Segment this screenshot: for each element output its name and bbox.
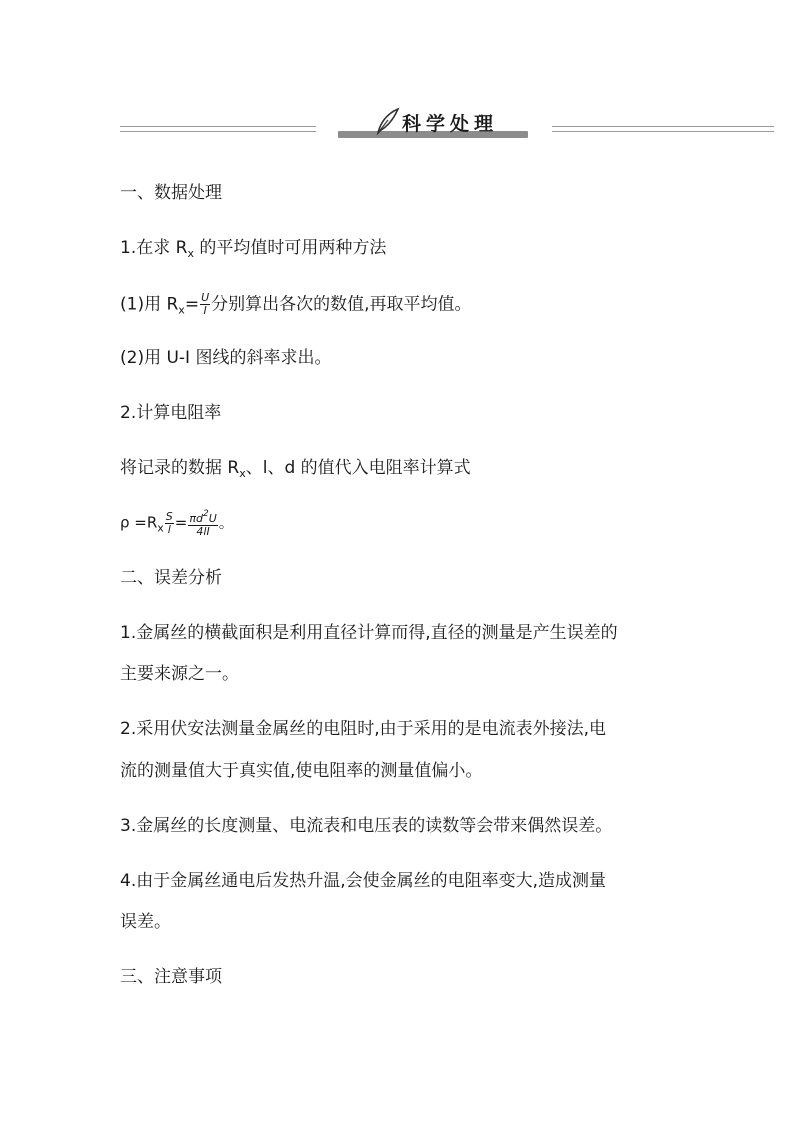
denominator: l [167,522,171,536]
banner-title: 科学处理 [402,113,499,135]
fraction-pi-d2-u-over-4li [188,508,217,538]
section-banner [0,104,794,144]
text: 将记录的数据 R [120,458,240,478]
subscript: x [178,303,185,317]
denominator: I [203,304,207,317]
text: (1)用 R [120,294,179,315]
error-item-2-line-1: 2.采用伏安法测量金属丝的电阻时,由于采用的是电流表外接法,电 [120,719,607,739]
error-item-1-line-1: 1.金属丝的横截面积是利用直径计算而得,直径的测量是产生误差的 [120,623,618,643]
equals: = [174,513,188,532]
numerator: S [165,509,173,523]
numerator: U [201,291,210,304]
error-item-2-line-2: 流的测量值大于真实值,使电阻率的测量值偏小。 [120,761,483,781]
fraction-u-over-i [200,292,210,317]
section-heading-data-processing: 一、数据处理 [120,183,222,203]
fraction-s-over-l [165,511,174,536]
text: ρ =R [120,513,158,532]
text: 的平均值时可用两种方法 [193,238,387,258]
pen-nib-icon [372,106,402,136]
error-item-4-line-2: 误差。 [120,912,171,932]
error-item-1-line-2: 主要来源之一。 [120,664,239,684]
resistivity-formula [120,508,234,540]
text: 、l、d 的值代入电阻率计算式 [245,458,471,478]
method-2: (2)用 U-I 图线的斜率求出。 [120,348,332,368]
denominator: 4lI [196,525,210,538]
subscript: x [157,521,164,535]
banner-rule-right [552,126,774,132]
resistivity-description [120,457,471,485]
error-item-4-line-1: 4.由于金属丝通电后发热升温,会使金属丝的电阻率变大,造成测量 [120,871,607,891]
num-part: U [208,512,217,525]
numerator [188,508,217,526]
equals: = [184,294,200,315]
subscript: x [239,467,246,480]
text: 1.在求 R [120,238,188,258]
text: 分别算出各次的数值,再取平均值。 [211,294,472,315]
section-heading-error-analysis: 二、误差分析 [120,568,222,588]
banner-plate [338,106,528,140]
num-part: πd [189,512,203,525]
superscript: 2 [202,509,209,519]
item-average-methods [120,237,386,265]
period: 。 [218,513,234,532]
banner-rule-left [120,126,316,132]
section-heading-precautions: 三、注意事项 [120,967,222,987]
method-1 [120,292,472,322]
error-item-3: 3.金属丝的长度测量、电流表和电压表的读数等会带来偶然误差。 [120,816,613,836]
item-compute-resistivity: 2.计算电阻率 [120,403,222,423]
subscript: x [187,247,194,260]
